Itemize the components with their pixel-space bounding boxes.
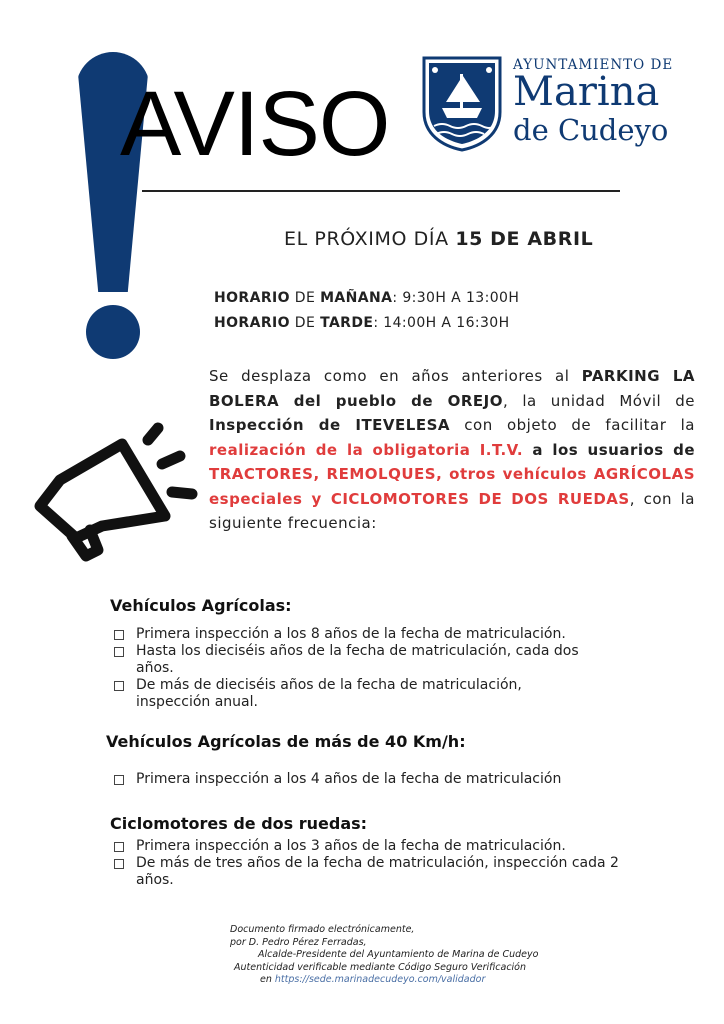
checkbox-icon: [114, 775, 124, 785]
section-title-ciclomotores: Ciclomotores de dos ruedas:: [110, 814, 368, 833]
list-item: De más de dieciséis años de la fecha de matriculación, inspección anual.: [114, 677, 594, 711]
list-item: De más de tres años de la fecha de matriculación, inspección cada 2 años.: [114, 855, 644, 889]
checkbox-icon: [114, 647, 124, 657]
date-prefix: EL PRÓXIMO DÍA: [284, 228, 456, 250]
list-ciclomotores: [114, 838, 644, 889]
signature-footer: Documento firmado electrónicamente, por D. Pedro Pérez Ferradas, Alcalde-Presidente del Ayuntamiento de Marina de Cudeyo Autenticidad verificable mediante Código Seguro Verificación en https://sede.marinadecudeyo.com/validador: [230, 924, 539, 985]
section-title-agricolas: Vehículos Agrícolas:: [110, 596, 292, 615]
title-divider: [142, 190, 620, 192]
megaphone-icon: [30, 418, 200, 568]
list-item: Hasta los dieciséis años de la fecha de matriculación, cada dos años.: [114, 643, 594, 677]
date-value: 15 DE ABRIL: [455, 228, 594, 250]
list-agricolas-40: [114, 771, 594, 788]
checkbox-icon: [114, 859, 124, 869]
checkbox-icon: [114, 630, 124, 640]
validator-link[interactable]: https://sede.marinadecudeyo.com/validador: [274, 974, 486, 985]
list-item: Primera inspección a los 8 años de la fecha de matriculación.: [114, 626, 594, 643]
checkbox-icon: [114, 842, 124, 852]
list-agricolas: [114, 626, 594, 711]
page-title: AVISO: [120, 73, 390, 175]
logo-text-small: AYUNTAMIENTO DE: [513, 57, 674, 73]
body-paragraph: Se desplaza como en años anteriores al PARKING LA BOLERA del pueblo de OREJO, la unidad Móvil de Inspección de ITEVELESA con objeto de facilitar la realización de la obligatoria I.T.V. a los usuarios de TRACTORES, REMOLQUES, otros vehículos AGRÍCOLAS especiales y CICLOMOTORES DE DOS RUEDAS, con la siguiente frecuencia:: [209, 367, 696, 532]
logo-text-line1: Marina: [513, 69, 660, 115]
schedule-afternoon: HORARIO DE TARDE: 14:00H A 16:30H: [214, 315, 510, 331]
date-line: [284, 228, 593, 250]
exclamation-dot-icon: [86, 305, 140, 359]
schedule-morning: HORARIO DE MAÑANA: 9:30H A 13:00H: [214, 290, 520, 306]
list-item: Primera inspección a los 3 años de la fecha de matriculación.: [114, 838, 644, 855]
logo-text-line2: de Cudeyo: [513, 113, 669, 147]
list-item: Primera inspección a los 4 años de la fecha de matriculación: [114, 771, 594, 788]
checkbox-icon: [114, 681, 124, 691]
municipal-shield-icon: [422, 56, 502, 152]
section-title-agricolas-40: Vehículos Agrícolas de más de 40 Km/h:: [106, 732, 466, 751]
